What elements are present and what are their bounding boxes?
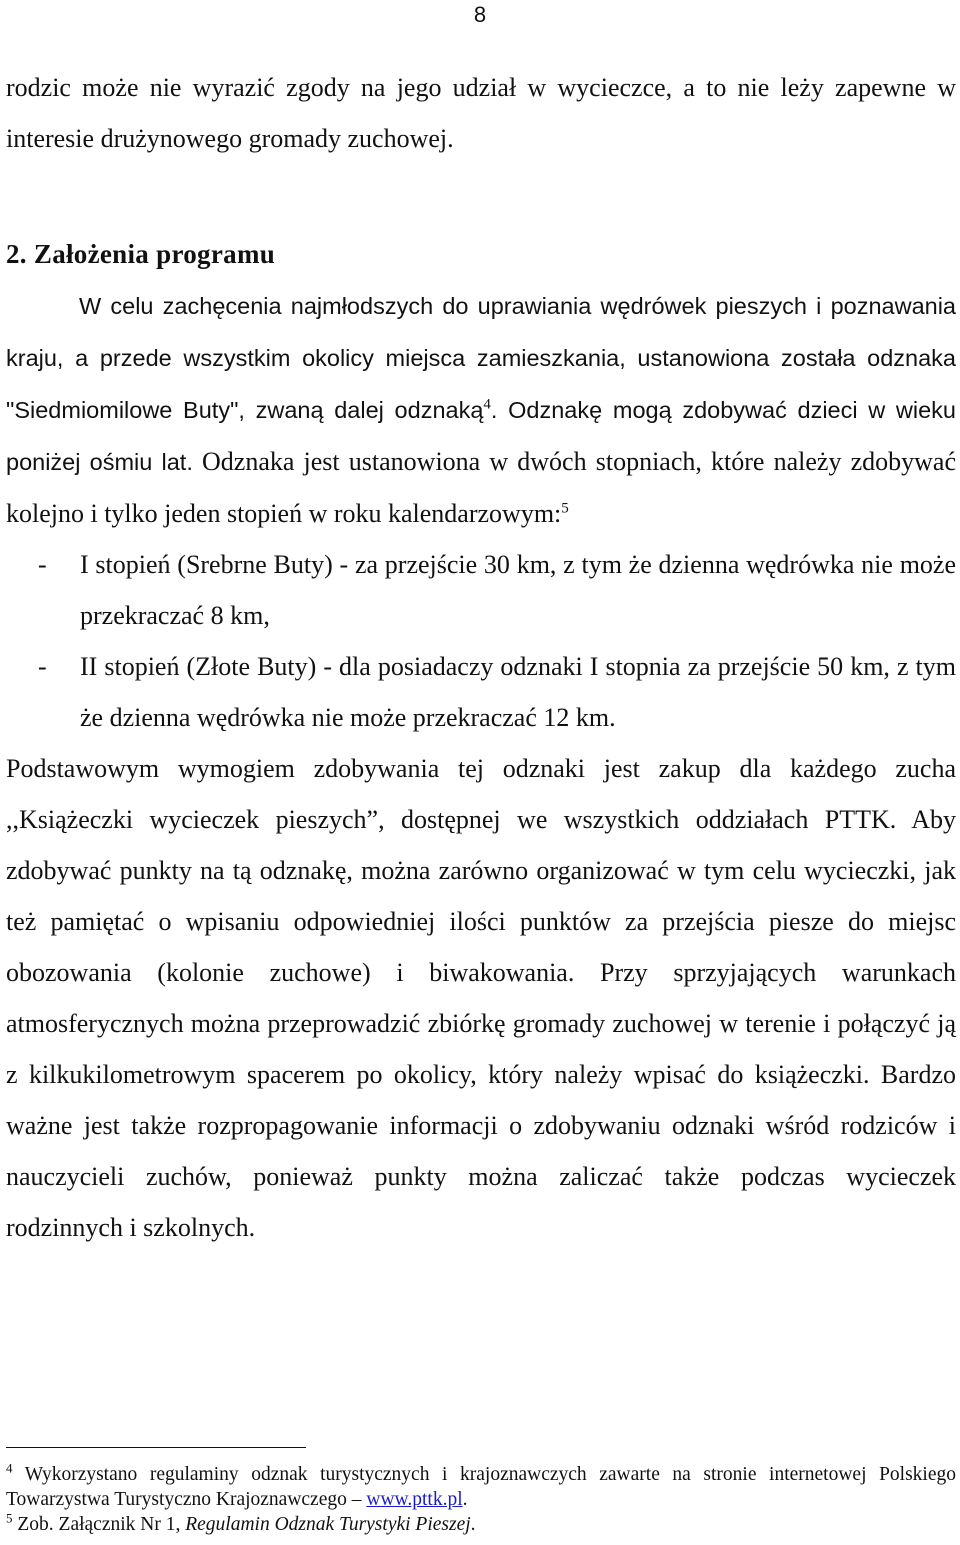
footnote-text: Wykorzystano regulaminy odznak turystycznych i krajoznawczych zawarte na stronie internetowej Polskiego Towarzystwa Turystyczno Krajoznawczego – — [6, 1464, 956, 1510]
footnotes — [6, 1462, 956, 1537]
page-number: 8 — [473, 2, 487, 27]
list-item-text: I stopień (Srebrne Buty) - za przejście 30 km, z tym że dzienna wędrówka nie może przekraczać 8 km, — [80, 550, 956, 630]
footnote-number: 4 — [6, 1460, 13, 1476]
section-paragraph-2: Podstawowym wymogiem zdobywania tej odznaki jest zakup dla każdego zucha ,,Książeczki wycieczek pieszych”, dostępnej we wszystkich oddziałach PTTK. Aby zdobywać punkty na tą odznakę, można zarówno organizować w tym celu wycieczki, jak też pamiętać o wpisaniu odpowiedniej ilości punktów za przejścia piesze do miejsc obozowania (kolonie zuchowe) i biwakowania. Przy sprzyjających warunkach atmosferycznych można przeprowadzić zbiórkę gromady zuchowej w terenie i połączyć ją z kilkukilometrowym spacerem po okolicy, który należy wpisać do książeczki. Bardzo ważne jest także rozpropagowanie informacji o zdobywaniu odznaki wśród rodziców i nauczycieli zuchów, ponieważ punkty można zaliczać także podczas wycieczek rodzinnych i szkolnych. — [6, 754, 956, 1242]
list-dash: - — [38, 652, 47, 681]
intro-paragraph: rodzic może nie wyrazić zgody na jego udział w wycieczce, a to nie leży zapewne w interesie drużynowego gromady zuchowej. — [6, 73, 956, 153]
paragraph-1-part-c: Odznaka jest ustanowiona w dwóch stopniach, które należy zdobywać kolejno i tylko jeden stopień w roku kalendarzowym: — [6, 447, 956, 528]
section-heading: 2. Założenia programu — [6, 239, 276, 269]
paragraph-1-part-b: . Odznakę mogą zdobywać dzieci w wieku poniżej ośmiu lat. — [6, 397, 956, 475]
pttk-link[interactable]: www.pttk.pl — [366, 1489, 463, 1510]
list-item — [6, 641, 956, 743]
footnote-ref-5[interactable]: 5 — [561, 500, 569, 517]
footnote-ref-4[interactable]: 4 — [483, 396, 491, 413]
footnote-number: 5 — [6, 1510, 13, 1526]
paragraph-1-part-a: W celu zachęcenia najmłodszych do uprawiania wędrówek pieszych i poznawania kraju, a przede wszystkim okolicy miejsca zamieszkania, ustanowiona została odznaka "Siedmiomilowe Buty", zwaną dalej odznaką — [6, 293, 956, 423]
footnote-5 — [6, 1512, 956, 1537]
list-item-text: II stopień (Złote Buty) - dla posiadaczy odznaki I stopnia za przejście 50 km, z tym że dzienna wędrówka nie może przekraczać 12 km. — [80, 652, 956, 732]
document-body — [6, 62, 956, 1253]
footnote-separator — [6, 1447, 306, 1448]
footnote-italic-title: Regulamin Odznak Turystyki Pieszej — [185, 1514, 471, 1535]
section-paragraph-1 — [6, 280, 956, 539]
list-dash: - — [38, 550, 47, 579]
footnote-4 — [6, 1462, 956, 1512]
footnote-end: . — [470, 1514, 476, 1535]
footnote-end: . — [462, 1489, 468, 1510]
footnote-text: Zob. Załącznik Nr 1, — [12, 1514, 186, 1535]
list-item — [6, 539, 956, 641]
requirements-list — [6, 539, 956, 743]
